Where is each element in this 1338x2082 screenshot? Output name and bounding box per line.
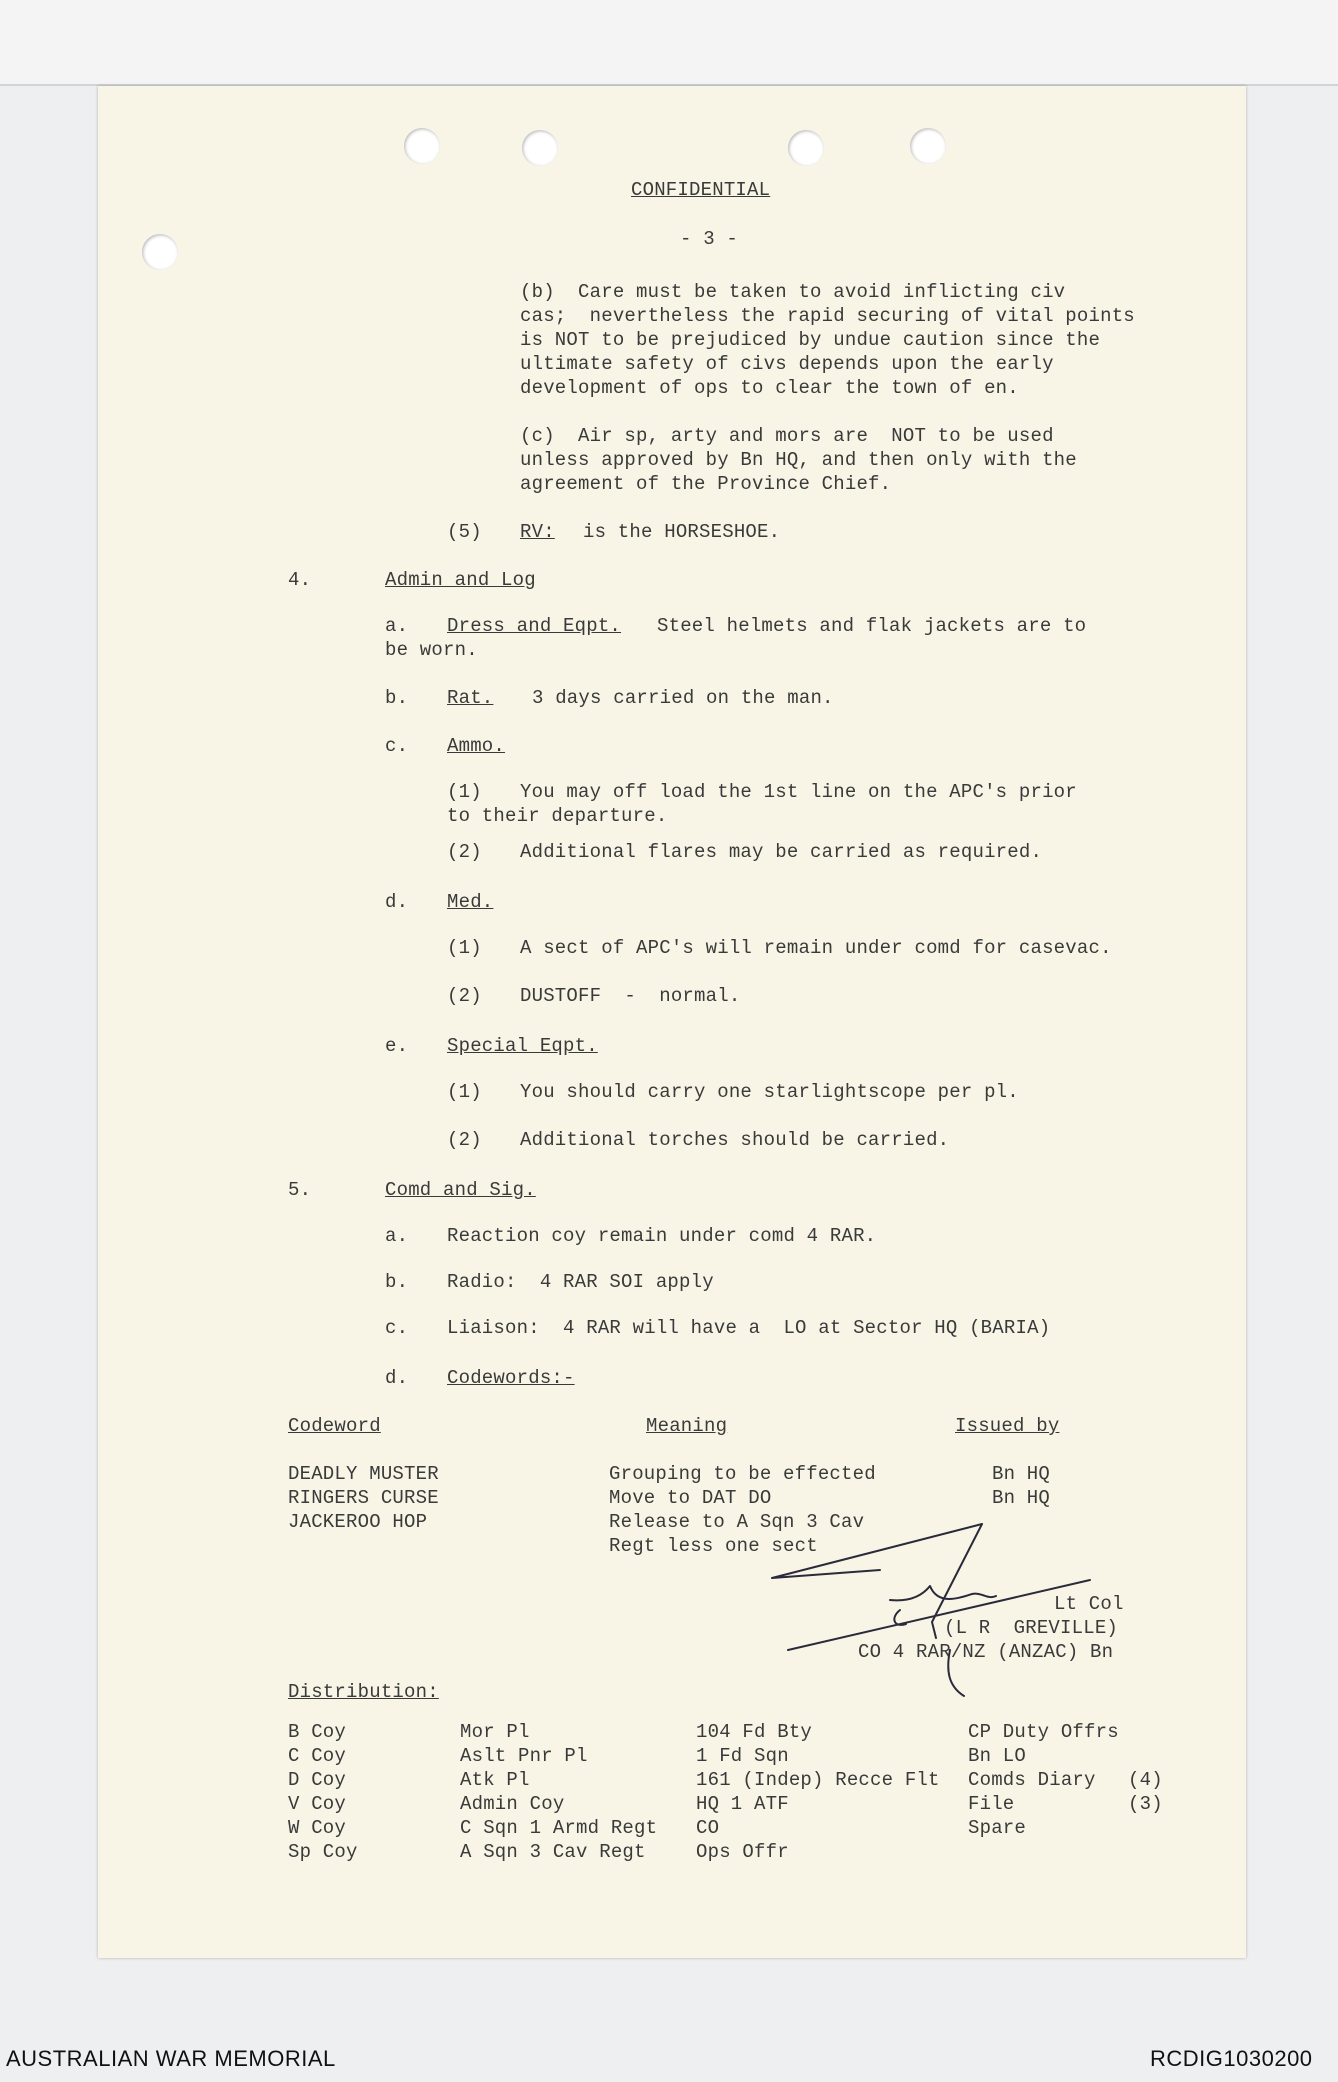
- para-b-line: (b) Care must be taken to avoid inflicting civ: [520, 281, 1066, 303]
- distribution-entry: Aslt Pnr Pl: [460, 1745, 588, 1767]
- para-b-line: development of ops to clear the town of en.: [520, 377, 1019, 399]
- section-4-num: 4.: [288, 569, 312, 591]
- distribution-entry: Ops Offr: [696, 1841, 789, 1863]
- distribution-entry: Spare: [968, 1817, 1027, 1839]
- rv-label: RV:: [520, 521, 555, 543]
- signature-name: (L R GREVILLE): [944, 1617, 1119, 1639]
- item-letter: b.: [385, 687, 409, 709]
- distribution-title: Distribution:: [288, 1681, 439, 1703]
- issued-by-header: Issued by: [955, 1415, 1060, 1437]
- distribution-copies: (4): [1128, 1769, 1163, 1791]
- dress-eqpt-text: Steel helmets and flak jackets are to: [657, 615, 1087, 637]
- item-letter: c.: [385, 735, 409, 757]
- item-letter: a.: [385, 1225, 409, 1247]
- punch-hole: [142, 234, 178, 270]
- meaning-header: Meaning: [646, 1415, 728, 1437]
- issued-cell: Bn HQ: [992, 1463, 1051, 1485]
- subitem-num: (2): [447, 985, 482, 1007]
- rat-text: 3 days carried on the man.: [532, 687, 834, 709]
- codeword-header: Codeword: [288, 1415, 381, 1437]
- distribution-entry: 104 Fd Bty: [696, 1721, 813, 1743]
- distribution-entry: CP Duty Offrs: [968, 1721, 1119, 1743]
- distribution-entry: W Coy: [288, 1817, 347, 1839]
- section-4-title: Admin and Log: [385, 569, 536, 591]
- item-letter: e.: [385, 1035, 409, 1057]
- subitem-num: (1): [447, 937, 482, 959]
- item-text: Radio: 4 RAR SOI apply: [447, 1271, 714, 1293]
- codeword-cell: DEADLY MUSTER: [288, 1463, 439, 1485]
- signature-appointment: CO 4 RAR/NZ (ANZAC) Bn: [858, 1641, 1114, 1663]
- distribution-entry: CO: [696, 1817, 720, 1839]
- distribution-entry: Bn LO: [968, 1745, 1027, 1767]
- dress-eqpt-text: be worn.: [385, 639, 478, 661]
- special-eqpt-label: Special Eqpt.: [447, 1035, 598, 1057]
- dress-eqpt-label: Dress and Eqpt.: [447, 615, 622, 637]
- item-text: Liaison: 4 RAR will have a LO at Sector HQ (BARIA): [447, 1317, 1051, 1339]
- distribution-entry: File: [968, 1793, 1015, 1815]
- meaning-cell: Regt less one sect: [609, 1535, 818, 1557]
- ammo-label: Ammo.: [447, 735, 506, 757]
- punch-hole: [910, 128, 946, 164]
- distribution-entry: Sp Coy: [288, 1841, 358, 1863]
- meaning-cell: Release to A Sqn 3 Cav: [609, 1511, 865, 1533]
- item-text: Reaction coy remain under comd 4 RAR.: [447, 1225, 877, 1247]
- subitem-text: to their departure.: [447, 805, 668, 827]
- codeword-cell: JACKEROO HOP: [288, 1511, 428, 1533]
- distribution-entry: HQ 1 ATF: [696, 1793, 789, 1815]
- subitem-text: DUSTOFF - normal.: [520, 985, 741, 1007]
- para-c-line: (c) Air sp, arty and mors are NOT to be used: [520, 425, 1054, 447]
- signature-rank: Lt Col: [1054, 1593, 1124, 1615]
- codeword-cell: RINGERS CURSE: [288, 1487, 439, 1509]
- distribution-entry: Mor Pl: [460, 1721, 530, 1743]
- classification-header: CONFIDENTIAL: [631, 179, 771, 201]
- subitem-num: (2): [447, 841, 482, 863]
- distribution-copies: (3): [1128, 1793, 1163, 1815]
- distribution-entry: C Sqn 1 Armd Regt: [460, 1817, 658, 1839]
- distribution-entry: 161 (Indep) Recce Flt: [696, 1769, 940, 1791]
- page-number: - 3 -: [680, 228, 739, 250]
- med-label: Med.: [447, 891, 494, 913]
- item-letter: d.: [385, 1367, 409, 1389]
- issued-cell: Bn HQ: [992, 1487, 1051, 1509]
- footer-institution: AUSTRALIAN WAR MEMORIAL: [6, 2046, 336, 2071]
- item-letter: d.: [385, 891, 409, 913]
- para-c-line: agreement of the Province Chief.: [520, 473, 892, 495]
- codewords-label: Codewords:-: [447, 1367, 575, 1389]
- item-letter: a.: [385, 615, 409, 637]
- subitem-text: You should carry one starlightscope per pl.: [520, 1081, 1019, 1103]
- subitem-num: (1): [447, 1081, 482, 1103]
- para-b-line: is NOT to be prejudiced by undue caution since the: [520, 329, 1101, 351]
- item-letter: c.: [385, 1317, 409, 1339]
- subitem-text: You may off load the 1st line on the APC's prior: [520, 781, 1077, 803]
- section-5-title: Comd and Sig.: [385, 1179, 536, 1201]
- subitem-num: (2): [447, 1129, 482, 1151]
- punch-hole: [404, 128, 440, 164]
- punch-hole: [788, 130, 824, 166]
- subitem-text: Additional torches should be carried.: [520, 1129, 950, 1151]
- distribution-entry: B Coy: [288, 1721, 347, 1743]
- rv-num: (5): [447, 521, 482, 543]
- rv-text: is the HORSESHOE.: [583, 521, 781, 543]
- subitem-num: (1): [447, 781, 482, 803]
- meaning-cell: Grouping to be effected: [609, 1463, 876, 1485]
- distribution-entry: 1 Fd Sqn: [696, 1745, 789, 1767]
- distribution-entry: D Coy: [288, 1769, 347, 1791]
- scanner-background: [0, 0, 1338, 86]
- distribution-entry: Comds Diary: [968, 1769, 1096, 1791]
- subitem-text: Additional flares may be carried as required.: [520, 841, 1043, 863]
- distribution-entry: Atk Pl: [460, 1769, 530, 1791]
- subitem-text: A sect of APC's will remain under comd for casevac.: [520, 937, 1112, 959]
- distribution-entry: V Coy: [288, 1793, 347, 1815]
- punch-hole: [522, 130, 558, 166]
- footer-record-id: RCDIG1030200: [1150, 2046, 1313, 2071]
- rat-label: Rat.: [447, 687, 494, 709]
- section-5-num: 5.: [288, 1179, 312, 1201]
- distribution-entry: Admin Coy: [460, 1793, 565, 1815]
- meaning-cell: Move to DAT DO: [609, 1487, 772, 1509]
- distribution-entry: A Sqn 3 Cav Regt: [460, 1841, 646, 1863]
- distribution-entry: C Coy: [288, 1745, 347, 1767]
- item-letter: b.: [385, 1271, 409, 1293]
- para-b-line: cas; nevertheless the rapid securing of vital points: [520, 305, 1135, 327]
- para-b-line: ultimate safety of civs depends upon the early: [520, 353, 1054, 375]
- para-c-line: unless approved by Bn HQ, and then only with the: [520, 449, 1077, 471]
